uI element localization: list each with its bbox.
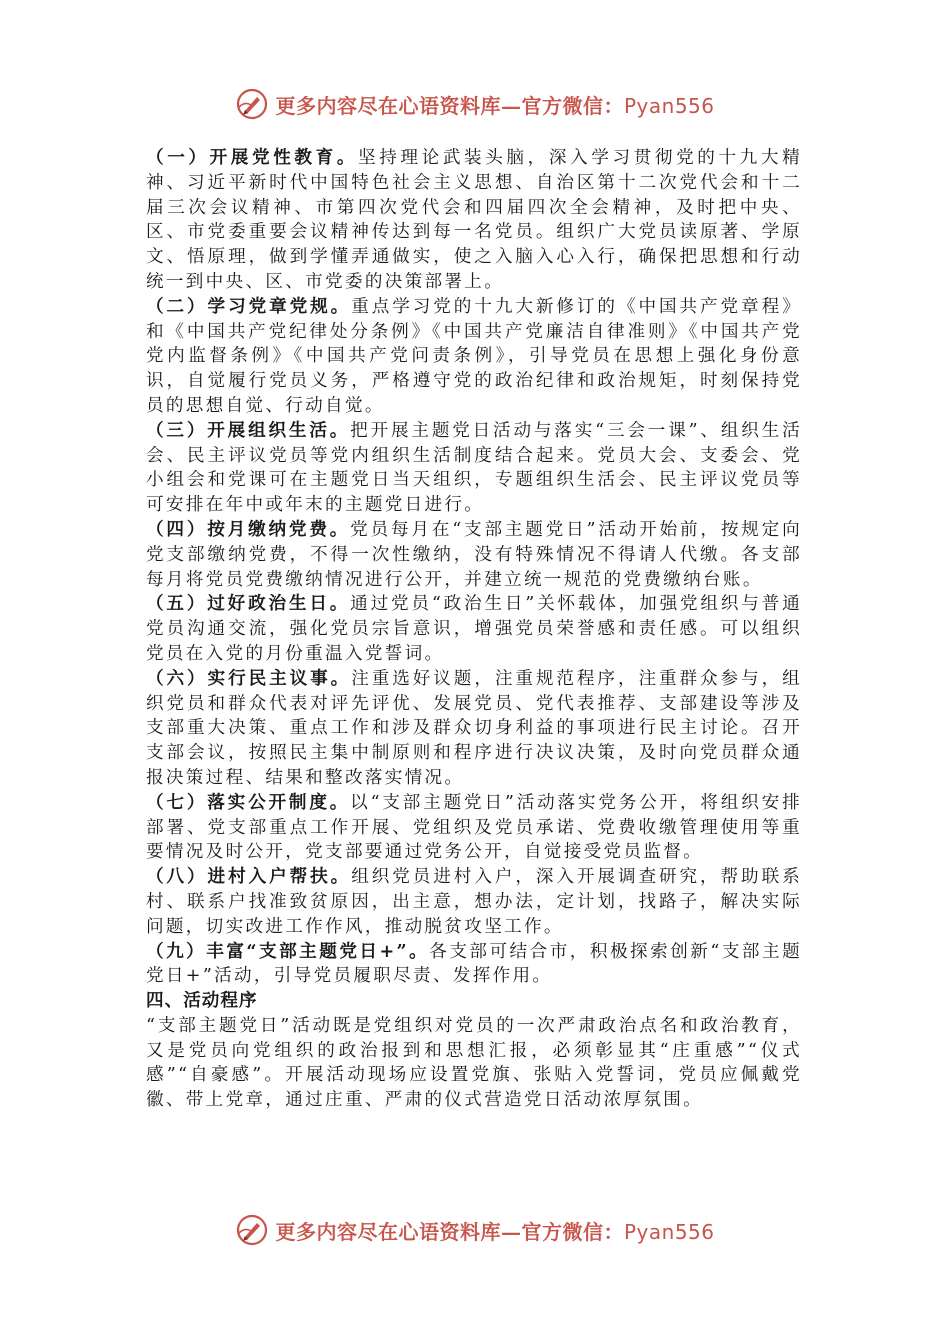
watermark-id: Pyan556: [623, 93, 715, 118]
paragraph-text: 注重选好议题，注重规范程序，注重群众参与，组织党员和群众代表对评先评优、发展党员、党代表推荐、支部建设等涉及支部重大决策、重点工作和涉及群众切身利益的事项进行民主讨论。召开支部会议，按照民主集中制原则和程序进行决议决策，及时向党员群众通报决策过程、结果和整改落实情况。: [146, 668, 802, 788]
paragraph-text: 组织党员进村入户，深入开展调查研究，帮助联系村、联系户找准致贫原因，出主意，想办法，定计划，找路子，解决实际问题，切实改进工作作风，推动脱贫攻坚工作。: [146, 867, 802, 937]
paragraph-lead: （五）过好政治生日。: [146, 593, 351, 615]
watermark-text: [275, 1216, 714, 1245]
paragraph-lead: （四）按月缴纳党费。: [146, 518, 351, 540]
paragraph-lead: （二）学习党章党规。: [146, 295, 352, 317]
paragraph-lead: （八）进村入户帮扶。: [146, 866, 352, 888]
paragraph-text: 各支部可结合市，积极探索创新“支部主题党日+”活动，引导党员履职尽责、发挥作用。: [146, 941, 802, 987]
watermark-id: Pyan556: [623, 1219, 715, 1244]
watermark-label: 更多内容尽在心语资料库—官方微信：: [275, 93, 624, 118]
section-paragraph: “支部主题党日”活动既是党组织对党员的一次严肃政治点名和政治教育，又是党员向党组织的政治报到和思想汇报，必须彰显其“庄重感”“仪式感”“自豪感”。开展活动现场应设置党旗、张贴入党誓词，党员应佩戴党徽、带上党章，通过庄重、严肃的仪式营造党日活动浓厚氛围。: [146, 1015, 802, 1111]
paragraph-4: [146, 518, 802, 592]
watermark-label: 更多内容尽在心语资料库—官方微信：: [275, 1219, 624, 1244]
section-heading: 四、活动程序: [146, 991, 258, 1012]
pen-logo-icon: [235, 87, 269, 121]
paragraph-1: [146, 146, 802, 295]
header-watermark: [0, 82, 950, 126]
paragraph-text: 党员每月在“支部主题党日”活动开始前，按规定向党支部缴纳党费，不得一次性缴纳，没有特殊情况不得请人代缴。各支部每月将党员党费缴纳情况进行公开，并建立统一规范的党费缴纳台账。: [146, 519, 802, 590]
footer-watermark: [0, 1208, 950, 1252]
paragraph-text: 重点学习党的十九大新修订的《中国共产党章程》和《中国共产党纪律处分条例》《中国共产党廉洁自律准则》《中国共产党党内监督条例》《中国共产党问责条例》，引导党员在思想上强化身份意识，自觉履行党员义务，严格遵守党的政治纪律和政治规矩，时刻保持党员的思想自觉、行动自觉。: [146, 296, 802, 416]
paragraph-text: 以“支部主题党日”活动落实党务公开，将组织安排部署、党支部重点工作开展、党组织及党员承诺、党费收缴管理使用等重要情况及时公开，党支部要通过党务公开，自觉接受党员监督。: [146, 792, 802, 863]
paragraph-lead: （六）实行民主议事。: [146, 667, 352, 689]
paragraph-text: 坚持理论武装头脑，深入学习贯彻党的十九大精神、习近平新时代中国特色社会主义思想、自治区第十二次党代会和十二届三次会议精神、市第四次党代会和四届四次全会精神，及时把中央、区、市党委重要会议精神传达到每一名党员。组织广大党员读原著、学原文、悟原理，做到学懂弄通做实，使之入脑入心入行，确保把思想和行动统一到中央、区、市党委的决策部署上。: [146, 148, 802, 292]
paragraph-2: [146, 295, 802, 419]
document-body: [146, 146, 802, 1113]
paragraph-9: [146, 940, 802, 990]
pen-logo-icon: [235, 1213, 269, 1247]
paragraph-3: [146, 419, 802, 518]
paragraph-6: [146, 667, 802, 791]
paragraph-lead: （九）丰富“支部主题党日+”。: [146, 940, 430, 962]
paragraph-text: 通过党员“政治生日”关怀载体，加强党组织与普通党员沟通交流，强化党员宗旨意识，增强党员荣誉感和责任感。可以组织党员在入党的月份重温入党誓词。: [146, 594, 802, 664]
paragraph-lead: （七）落实公开制度。: [146, 791, 351, 813]
paragraph-5: [146, 592, 802, 666]
paragraph-text: 把开展主题党日活动与落实“三会一课”、组织生活会、民主评议党员等党内组织生活制度结合起来。党员大会、支委会、党小组会和党课可在主题党日当天组织，专题组织生活会、民主评议党员等可安排在年中或年末的主题党日进行。: [146, 420, 802, 516]
paragraph-7: [146, 791, 802, 865]
paragraph-lead: （三）开展组织生活。: [146, 419, 351, 441]
watermark-text: [275, 90, 714, 119]
paragraph-8: [146, 865, 802, 939]
paragraph-lead: （一）开展党性教育。: [146, 147, 359, 168]
